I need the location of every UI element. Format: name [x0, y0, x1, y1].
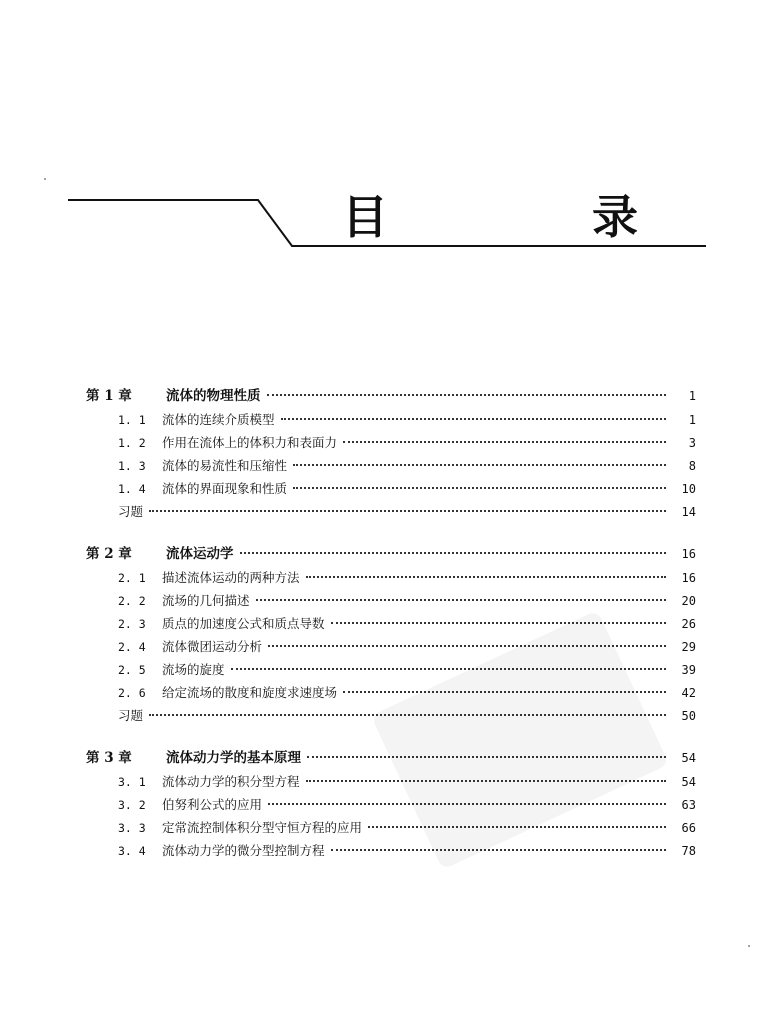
toc-row: [86, 681, 696, 704]
toc-row: [86, 385, 696, 408]
toc-number: 1. 4: [118, 482, 146, 496]
toc-page-number: 1: [688, 413, 696, 427]
toc-row: [86, 816, 696, 839]
toc-leader: [306, 576, 666, 578]
toc-number: 2. 1: [118, 571, 146, 585]
toc-number: 第 2 章: [86, 546, 132, 562]
toc-number: 第 1 章: [86, 388, 132, 404]
page-title-char-1: 目: [342, 190, 388, 244]
toc-row: [86, 770, 696, 793]
toc-label: 流体的界面现象和性质: [162, 481, 288, 496]
toc-page-number: 50: [681, 709, 696, 723]
toc-label: 描述流体运动的两种方法: [162, 570, 300, 585]
toc-number: 1. 2: [118, 436, 146, 450]
toc-number: 习题: [118, 504, 144, 519]
toc-page-number: 54: [681, 751, 696, 765]
toc-label: 流体动力学的微分型控制方程: [162, 843, 325, 858]
toc-leader: [231, 668, 666, 670]
toc-page-number: 54: [681, 775, 696, 789]
toc-number: 2. 5: [118, 663, 146, 677]
toc-label: 伯努利公式的应用: [162, 797, 263, 812]
toc-label: 质点的加速度公式和质点导数: [162, 616, 325, 631]
toc-leader: [293, 464, 666, 466]
toc-number: 3. 2: [118, 798, 146, 812]
toc-label: 流体动力学的积分型方程: [162, 774, 300, 789]
header-rule: [0, 0, 768, 300]
toc-number: 2. 6: [118, 686, 146, 700]
scan-speck: [748, 945, 750, 947]
toc-page-number: 26: [681, 617, 696, 631]
toc-leader: [343, 441, 666, 443]
toc-leader: [256, 599, 666, 601]
toc-row: [86, 747, 696, 770]
toc-row: [86, 612, 696, 635]
toc-page-number: 63: [681, 798, 696, 812]
toc-number: 2. 4: [118, 640, 146, 654]
toc-number: 3. 4: [118, 844, 146, 858]
toc-row: [86, 793, 696, 816]
toc-label: 流体动力学的基本原理: [166, 750, 301, 766]
toc-page-number: 29: [681, 640, 696, 654]
toc-leader: [149, 714, 666, 716]
toc-page-number: 3: [688, 436, 696, 450]
toc-leader: [368, 826, 666, 828]
toc-leader: [293, 487, 666, 489]
toc-number: 3. 1: [118, 775, 146, 789]
toc-page-number: 10: [681, 482, 696, 496]
toc-page-number: 16: [681, 547, 696, 561]
toc-leader: [281, 418, 666, 420]
toc-row: [86, 839, 696, 862]
toc-number: 第 3 章: [86, 750, 132, 766]
toc-leader: [306, 780, 666, 782]
toc-row: [86, 589, 696, 612]
toc-number: 1. 1: [118, 413, 146, 427]
toc-leader: [149, 510, 666, 512]
toc-leader: [331, 622, 666, 624]
toc-leader: [268, 803, 666, 805]
toc-number: 3. 3: [118, 821, 146, 835]
toc-leader: [268, 645, 666, 647]
toc-row: [86, 454, 696, 477]
page-title: [340, 190, 640, 244]
scan-speck: [44, 178, 46, 180]
toc-leader: [240, 552, 667, 554]
toc-label: 作用在流体上的体积力和表面力: [162, 435, 338, 450]
toc-leader: [307, 756, 666, 758]
toc-row: [86, 431, 696, 454]
toc-number: 2. 2: [118, 594, 146, 608]
toc-page-number: 66: [681, 821, 696, 835]
toc-label: 给定流场的散度和旋度求速度场: [162, 685, 338, 700]
toc-leader: [343, 691, 666, 693]
toc-number: 2. 3: [118, 617, 146, 631]
toc-number: 习题: [118, 708, 144, 723]
toc-page-number: 39: [681, 663, 696, 677]
toc-row: [86, 658, 696, 681]
toc-number: 1. 3: [118, 459, 146, 473]
toc-row: [86, 543, 696, 566]
toc-leader: [331, 849, 666, 851]
toc-row: [86, 477, 696, 500]
toc-page-number: 8: [688, 459, 696, 473]
toc-label: 定常流控制体积分型守恒方程的应用: [162, 820, 363, 835]
toc-row: [86, 408, 696, 431]
toc-page-number: 1: [688, 389, 696, 403]
toc-page-number: 78: [681, 844, 696, 858]
toc-page-number: 42: [681, 686, 696, 700]
toc-leader: [267, 394, 667, 396]
table-of-contents: [86, 385, 696, 862]
toc-row: [86, 704, 696, 727]
toc-row: [86, 635, 696, 658]
page-title-char-2: 录: [592, 190, 638, 244]
toc-row: [86, 500, 696, 523]
toc-label: 流体的易流性和压缩性: [162, 458, 288, 473]
toc-label: 流场的几何描述: [162, 593, 250, 608]
toc-label: 流体的物理性质: [166, 388, 261, 404]
toc-row: [86, 566, 696, 589]
toc-label: 流场的旋度: [162, 662, 225, 677]
toc-label: 流体微团运动分析: [162, 639, 263, 654]
toc-label: 流体运动学: [166, 546, 234, 562]
toc-page-number: 14: [681, 505, 696, 519]
toc-page-number: 16: [681, 571, 696, 585]
toc-page-number: 20: [681, 594, 696, 608]
toc-label: 流体的连续介质模型: [162, 412, 275, 427]
